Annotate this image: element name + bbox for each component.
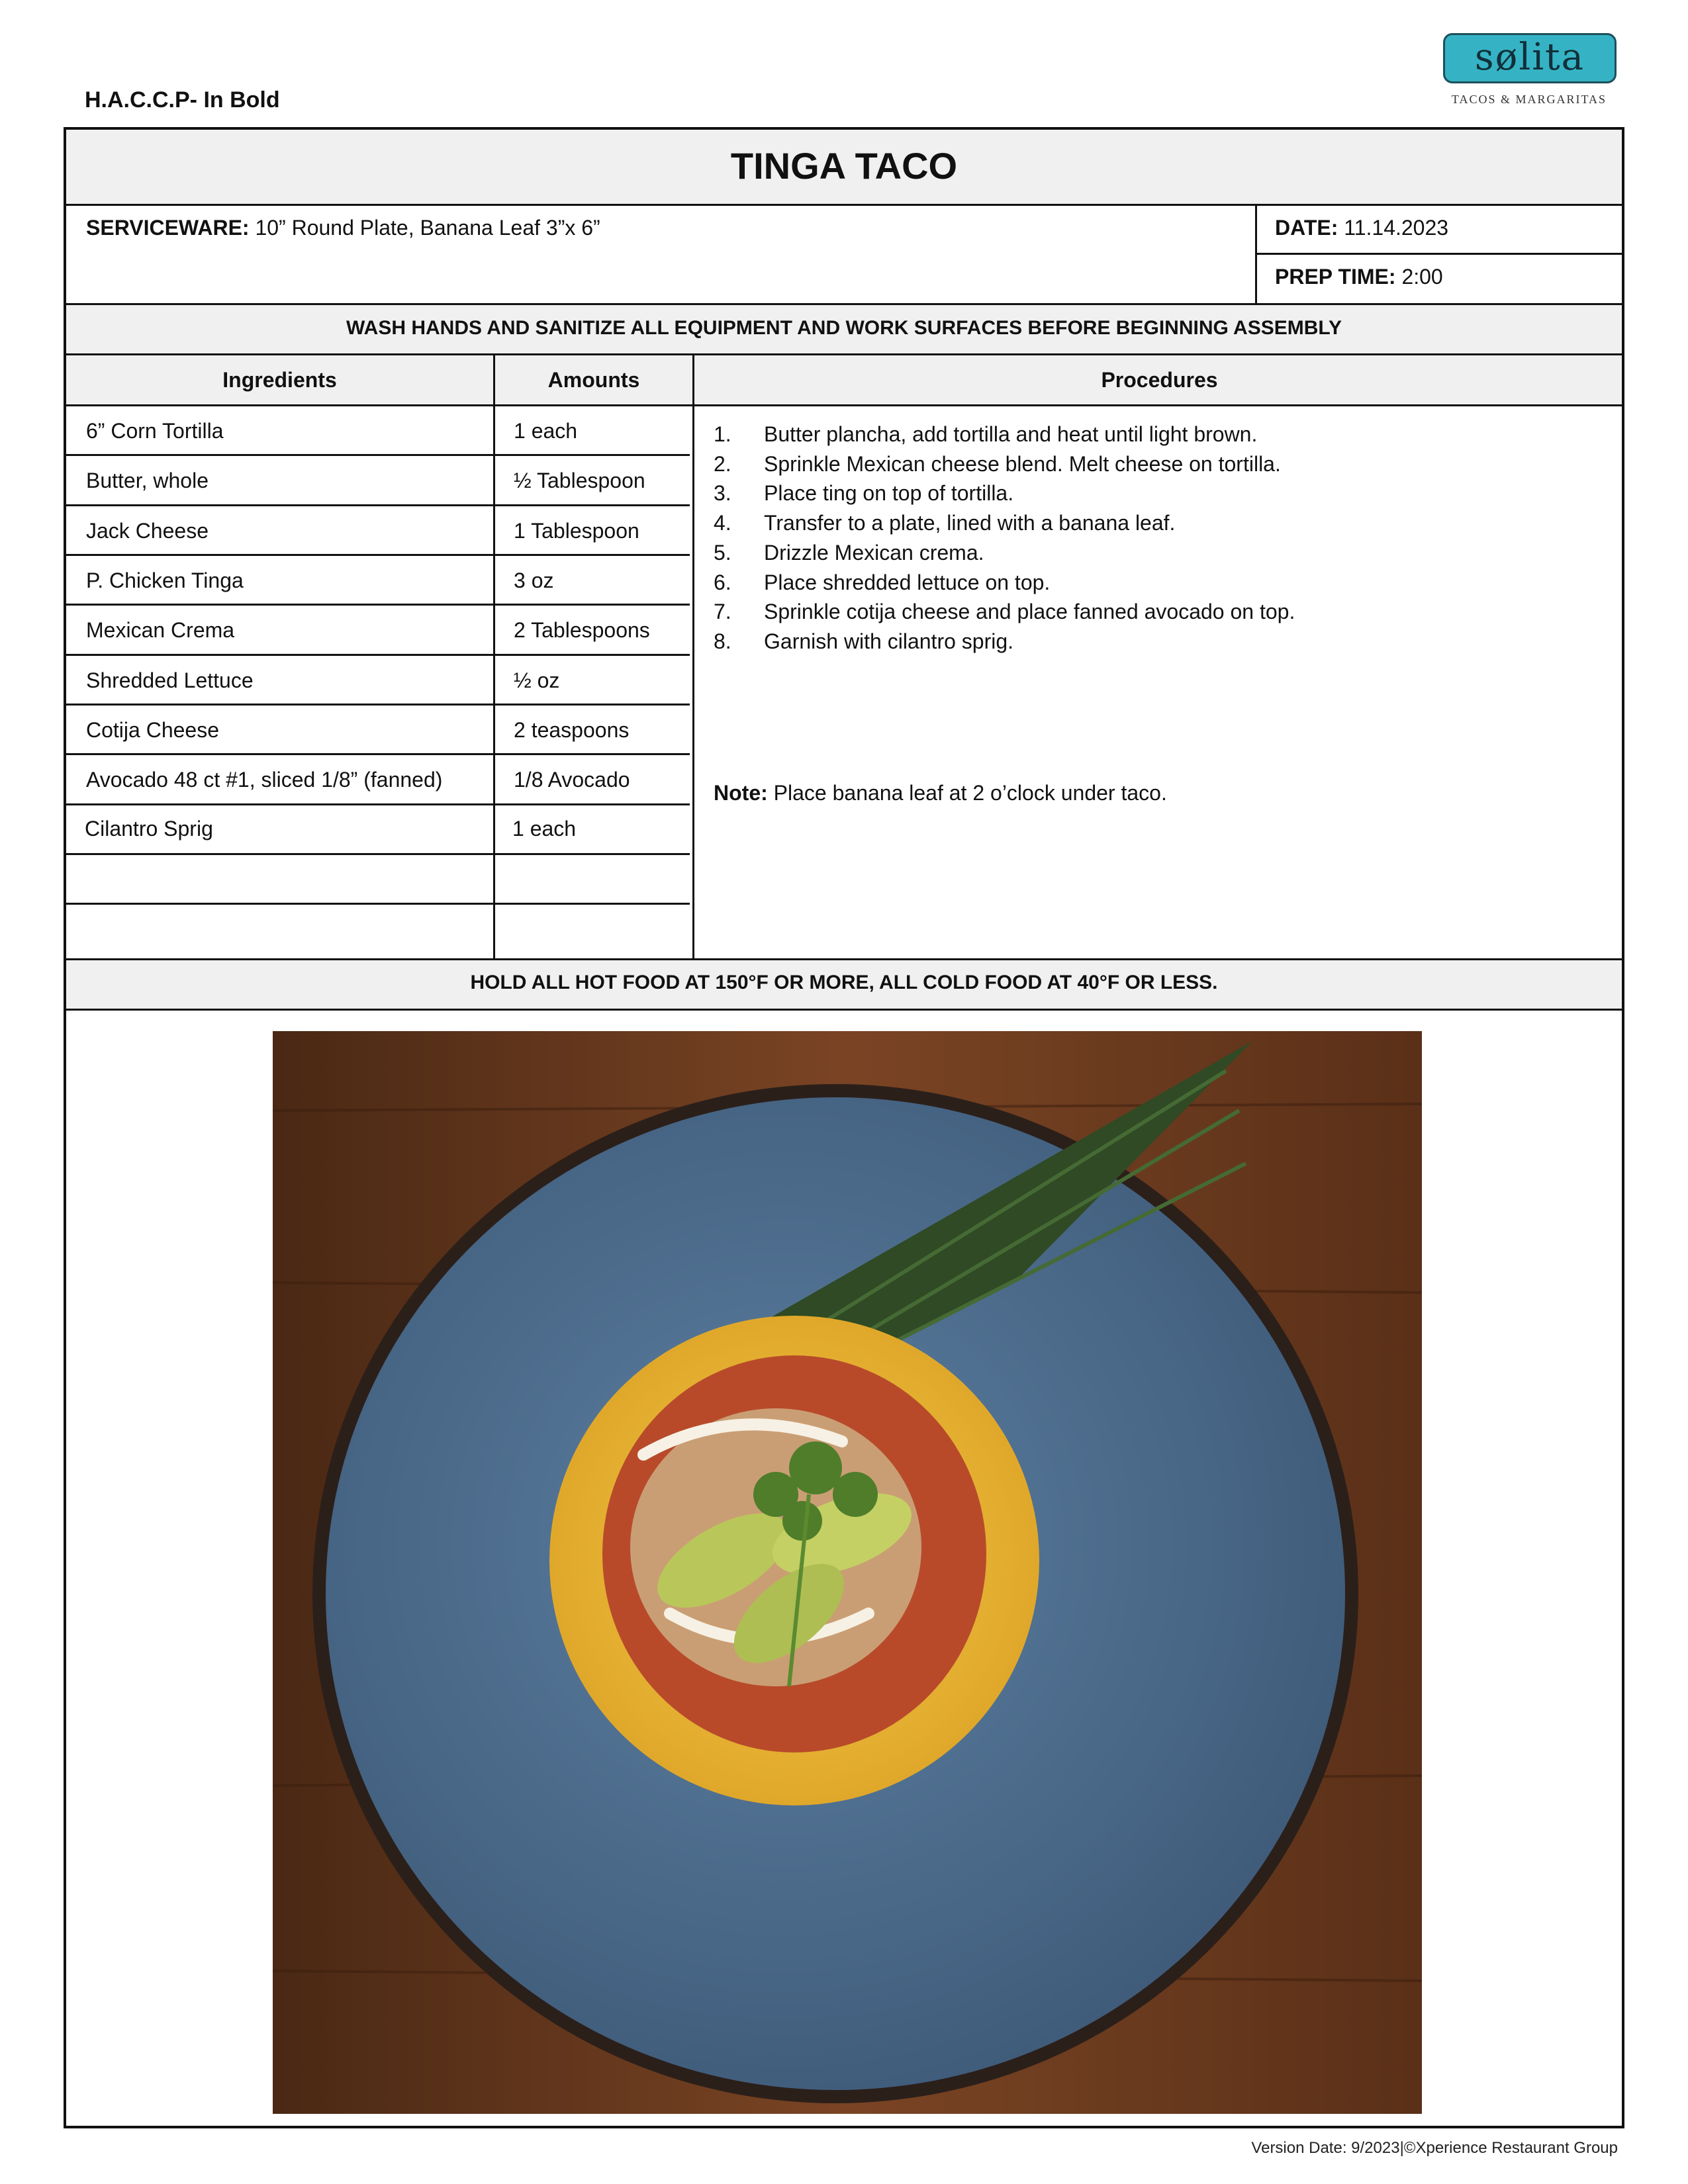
ingredient-cell: Mexican Crema [86,618,235,642]
procedure-step: 5. Drizzle Mexican crema. [714,540,984,565]
solita-logo [1436,26,1622,115]
dish-photo [273,1031,1422,2114]
ingredient-cell: Butter, whole [86,469,209,492]
prep-time-value: 2:00 [1395,265,1443,289]
amount-cell: 1/8 Avocado [514,768,630,792]
ingredient-cell: Shredded Lettuce [86,668,254,692]
date-label: DATE: [1275,216,1338,240]
procedure-step: 1. Butter plancha, add tortilla and heat until light brown. [714,422,1258,446]
version-footer: Version Date: 9/2023|©Xperience Restaurant Group [1251,2139,1618,2157]
amount-cell: 1 each [514,419,578,443]
procedure-step: 6. Place shredded lettuce on top. [714,570,1051,594]
ingredients-header: Ingredients [222,368,337,392]
ingredient-cell: 6” Corn Tortilla [86,419,224,443]
ingredient-cell: Avocado 48 ct #1, sliced 1/8” (fanned) [86,768,443,792]
amount-cell: 3 oz [514,569,554,592]
ingredient-cell: Cotija Cheese [86,718,219,742]
note-text: Place banana leaf at 2 o’clock under taco. [767,781,1167,805]
amount-cell: ½ oz [514,668,560,692]
logo-badge: sølita [1443,33,1617,83]
wash-notice: WASH HANDS AND SANITIZE ALL EQUIPMENT AND WORK SURFACES BEFORE BEGINNING ASSEMBLY [346,317,1342,339]
procedure-step: 3. Place ting on top of tortilla. [714,481,1014,506]
serviceware-label: SERVICEWARE: [86,216,250,240]
ingredient-cell: P. Chicken Tinga [86,569,244,592]
ingredient-cell: Cilantro Sprig [85,817,213,841]
amount-cell: 1 Tablespoon [514,519,639,543]
date-field [1275,216,1448,240]
ingredient-cell: Jack Cheese [86,519,209,543]
procedures-list [714,420,1295,657]
serviceware-field [86,216,600,240]
serviceware-value: 10” Round Plate, Banana Leaf 3”x 6” [249,216,600,240]
amount-cell: 2 teaspoons [514,718,630,742]
logo-tagline: TACOS & MARGARITAS [1451,93,1607,106]
procedure-step: 7. Sprinkle cotija cheese and place fanned avocado on top. [714,600,1295,624]
date-value: 11.14.2023 [1338,216,1449,240]
prep-time-field [1275,265,1443,289]
amount-cell: ½ Tablespoon [514,469,645,492]
recipe-sheet [64,127,1624,2128]
procedure-step: 4. Transfer to a plate, lined with a banana leaf. [714,511,1176,535]
procedure-step: 2. Sprinkle Mexican cheese blend. Melt cheese on tortilla. [714,451,1281,476]
haccp-note: H.A.C.C.P- In Bold [85,87,280,113]
assembly-note [714,781,1167,805]
recipe-title: TINGA TACO [730,145,958,187]
note-label: Note: [714,781,768,805]
amounts-header: Amounts [547,368,640,392]
procedures-header: Procedures [1101,368,1218,392]
procedure-step: 8. Garnish with cilantro sprig. [714,629,1014,653]
prep-time-label: PREP TIME: [1275,265,1396,289]
amount-cell: 2 Tablespoons [514,618,650,642]
amount-cell: 1 each [512,817,577,841]
hold-notice: HOLD ALL HOT FOOD AT 150°F OR MORE, ALL COLD FOOD AT 40°F OR LESS. [470,972,1218,993]
